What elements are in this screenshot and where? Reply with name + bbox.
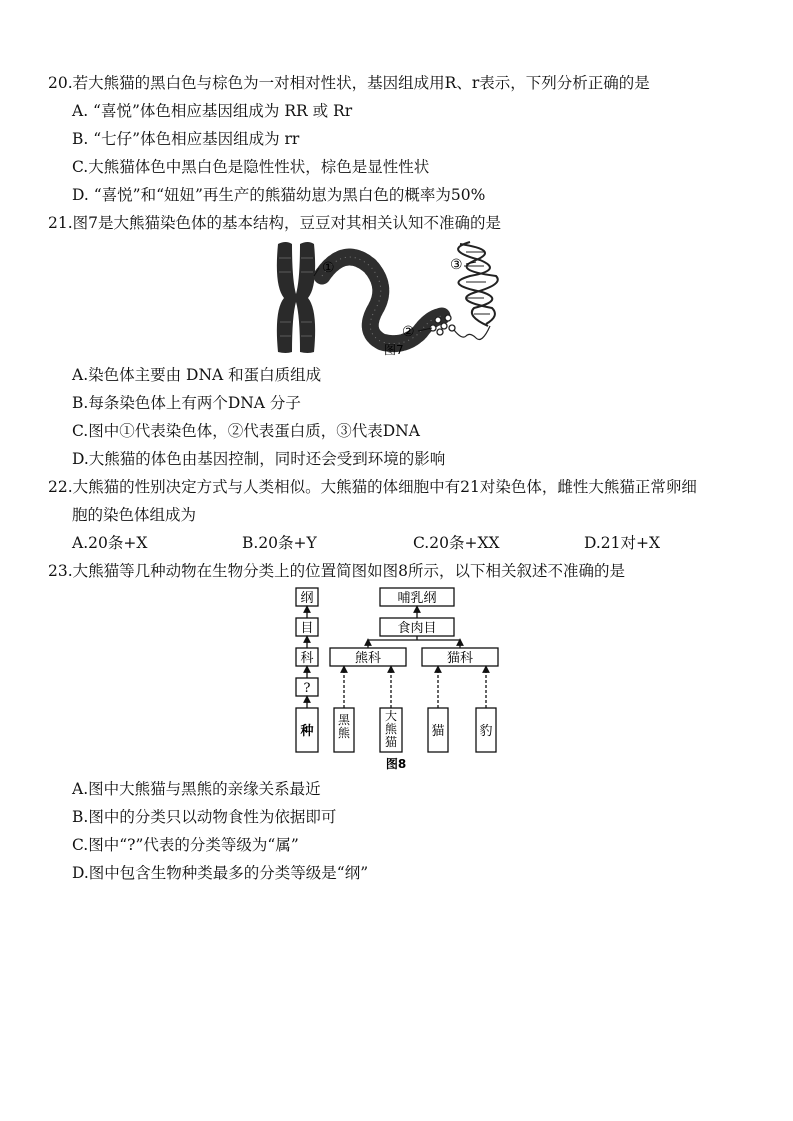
class-mammalia: 哺乳纲: [397, 591, 437, 606]
q20-option-d: D. “喜悦”和“妞妞”再生产的熊猫幼崽为黑白色的概率为50%: [72, 186, 486, 204]
q21-stem: 21.图7是大熊猫染色体的基本结构，豆豆对其相关认知不准确的是: [48, 214, 502, 232]
rank-species: 种: [300, 724, 314, 739]
q22-option-b: B.20条+Y: [242, 534, 317, 552]
q23-option-d: D.图中包含生物种类最多的分类等级是“纲”: [72, 864, 369, 882]
figure-8-caption: 图8: [385, 757, 407, 771]
q22-option-c: C.20条+XX: [413, 534, 500, 552]
q21-option-d: D.大熊猫的体色由基因控制，同时还会受到环境的影响: [72, 450, 446, 468]
rank-order: 目: [300, 621, 314, 636]
q20-option-b: B. “七仔”体色相应基因组成为 rr: [72, 130, 300, 148]
q22-option-a: A.20条+X: [72, 534, 148, 552]
label-1: ①: [322, 260, 335, 276]
q23-option-a: A.图中大熊猫与黑熊的亲缘关系最近: [72, 780, 321, 798]
q20-stem: 20.若大熊猫的黑白色与棕色为一对相对性状，基因组成用R、r表示，下列分析正确的是: [48, 74, 650, 92]
q20-option-a: A. “喜悦”体色相应基因组成为 RR 或 Rr: [72, 102, 353, 120]
q22-stem-line1: 22.大熊猫的性别决定方式与人类相似。大熊猫的体细胞中有21对染色体，雌性大熊猫正常卵细: [48, 478, 697, 496]
q21-option-a: A.染色体主要由 DNA 和蛋白质组成: [72, 366, 322, 384]
figure-7-chromosome-structure: [270, 236, 510, 360]
q22-option-d: D.21对+X: [584, 534, 661, 552]
rank-unknown: ?: [303, 681, 311, 696]
q23-stem: 23.大熊猫等几种动物在生物分类上的位置简图如图8所示，以下相关叙述不准确的是: [48, 562, 626, 580]
q23-option-b: B.图中的分类只以动物食性为依据即可: [72, 808, 337, 826]
q22-options: [72, 532, 712, 554]
dna-double-helix: [458, 242, 498, 326]
figure-8-classification-diagram: [290, 584, 510, 774]
label-3: ③: [450, 257, 463, 273]
order-carnivora: 食肉目: [397, 621, 437, 636]
family-felidae: 猫科: [446, 651, 474, 666]
figure-7-caption: 图7: [384, 343, 404, 357]
label-2: ②: [402, 324, 415, 340]
rank-class: 纲: [300, 591, 314, 606]
q20-option-c: C.大熊猫体色中黑白色是隐性性状，棕色是显性性状: [72, 158, 430, 176]
rank-family: 科: [300, 651, 314, 666]
q22-stem-line2: 胞的染色体组成为: [72, 506, 197, 524]
chromosome-x-shape: [277, 242, 315, 353]
species-cat: 猫: [431, 724, 445, 739]
q23-option-c: C.图中“?”代表的分类等级为“属”: [72, 836, 299, 854]
coiled-chromatin: [322, 257, 442, 344]
species-leopard: 豹: [479, 724, 493, 739]
species-black-bear: 黑熊: [337, 713, 351, 740]
family-ursidae: 熊科: [354, 651, 382, 666]
q21-option-c: C.图中①代表染色体，②代表蛋白质，③代表DNA: [72, 422, 420, 440]
q21-option-b: B.每条染色体上有两个DNA 分子: [72, 394, 301, 412]
species-giant-panda: 大熊猫: [384, 709, 398, 749]
